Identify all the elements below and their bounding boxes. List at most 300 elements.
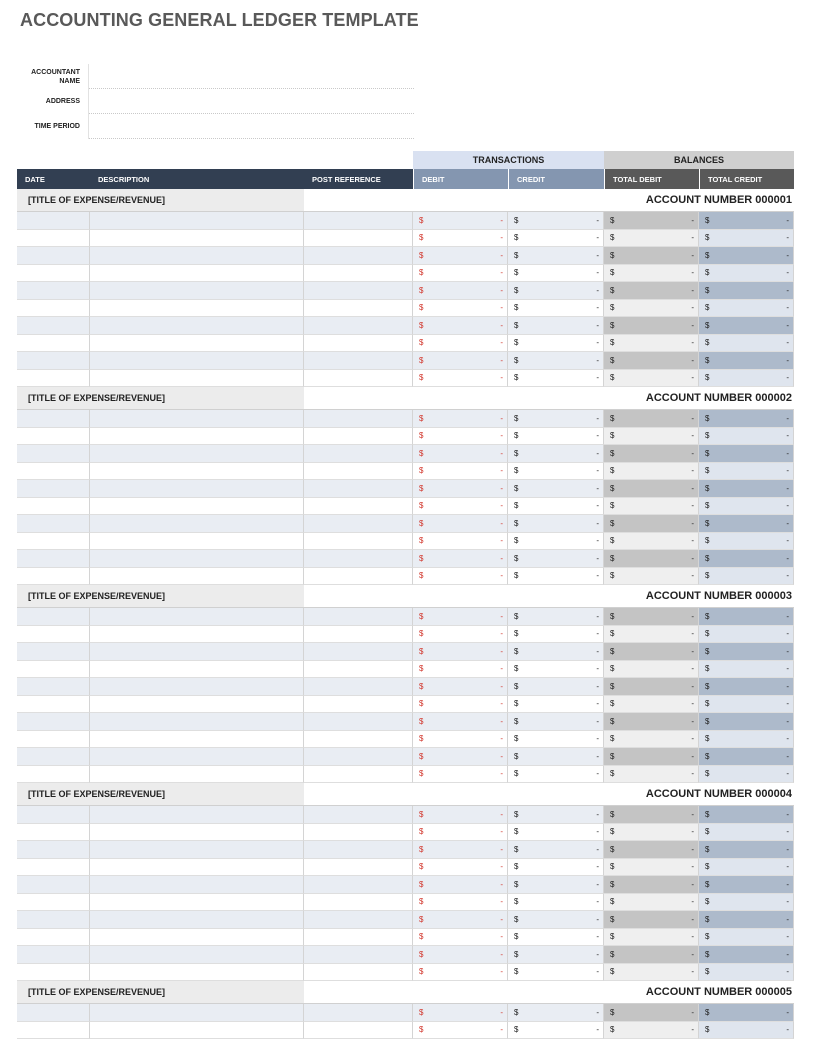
total-debit-cell[interactable] [604, 1022, 699, 1039]
date-cell[interactable] [17, 1022, 90, 1039]
description-cell[interactable] [90, 713, 304, 731]
date-cell[interactable] [17, 766, 90, 784]
total-debit-cell[interactable] [604, 300, 699, 318]
total-credit-cell[interactable] [699, 410, 794, 428]
date-cell[interactable] [17, 300, 90, 318]
description-cell[interactable] [90, 806, 304, 824]
post-reference-cell[interactable] [304, 626, 413, 644]
post-reference-cell[interactable] [304, 300, 413, 318]
section-title[interactable]: [TITLE OF EXPENSE/REVENUE] [17, 387, 304, 409]
date-cell[interactable] [17, 929, 90, 947]
credit-cell[interactable] [508, 335, 604, 353]
credit-cell[interactable] [508, 661, 604, 679]
total-debit-cell[interactable] [604, 247, 699, 265]
total-debit-cell[interactable] [604, 428, 699, 446]
post-reference-cell[interactable] [304, 766, 413, 784]
date-cell[interactable] [17, 370, 90, 388]
description-cell[interactable] [90, 498, 304, 516]
description-cell[interactable] [90, 568, 304, 586]
description-cell[interactable] [90, 678, 304, 696]
total-debit-cell[interactable] [604, 876, 699, 894]
total-credit-cell[interactable] [699, 859, 794, 877]
date-cell[interactable] [17, 410, 90, 428]
credit-cell[interactable] [508, 230, 604, 248]
section-title[interactable]: [TITLE OF EXPENSE/REVENUE] [17, 783, 304, 805]
total-credit-cell[interactable] [699, 230, 794, 248]
total-debit-cell[interactable] [604, 463, 699, 481]
credit-cell[interactable] [508, 964, 604, 982]
description-cell[interactable] [90, 212, 304, 230]
description-cell[interactable] [90, 824, 304, 842]
description-cell[interactable] [90, 1004, 304, 1022]
credit-cell[interactable] [508, 806, 604, 824]
total-credit-cell[interactable] [699, 212, 794, 230]
credit-cell[interactable] [508, 550, 604, 568]
post-reference-cell[interactable] [304, 533, 413, 551]
debit-cell[interactable] [413, 265, 508, 283]
date-cell[interactable] [17, 282, 90, 300]
total-credit-cell[interactable] [699, 282, 794, 300]
post-reference-cell[interactable] [304, 964, 413, 982]
date-cell[interactable] [17, 445, 90, 463]
total-credit-cell[interactable] [699, 713, 794, 731]
debit-cell[interactable] [413, 247, 508, 265]
post-reference-cell[interactable] [304, 713, 413, 731]
accountant-name-field[interactable] [89, 64, 414, 89]
debit-cell[interactable] [413, 661, 508, 679]
debit-cell[interactable] [413, 731, 508, 749]
description-cell[interactable] [90, 1022, 304, 1039]
date-cell[interactable] [17, 841, 90, 859]
debit-cell[interactable] [413, 533, 508, 551]
post-reference-cell[interactable] [304, 410, 413, 428]
debit-cell[interactable] [413, 282, 508, 300]
post-reference-cell[interactable] [304, 212, 413, 230]
date-cell[interactable] [17, 661, 90, 679]
total-credit-cell[interactable] [699, 428, 794, 446]
credit-cell[interactable] [508, 445, 604, 463]
debit-cell[interactable] [413, 230, 508, 248]
credit-cell[interactable] [508, 370, 604, 388]
credit-cell[interactable] [508, 876, 604, 894]
total-credit-cell[interactable] [699, 370, 794, 388]
debit-cell[interactable] [413, 841, 508, 859]
date-cell[interactable] [17, 533, 90, 551]
section-title[interactable]: [TITLE OF EXPENSE/REVENUE] [17, 585, 304, 607]
description-cell[interactable] [90, 352, 304, 370]
debit-cell[interactable] [413, 911, 508, 929]
description-cell[interactable] [90, 515, 304, 533]
credit-cell[interactable] [508, 731, 604, 749]
date-cell[interactable] [17, 713, 90, 731]
credit-cell[interactable] [508, 428, 604, 446]
post-reference-cell[interactable] [304, 643, 413, 661]
description-cell[interactable] [90, 463, 304, 481]
description-cell[interactable] [90, 533, 304, 551]
post-reference-cell[interactable] [304, 550, 413, 568]
credit-cell[interactable] [508, 643, 604, 661]
total-debit-cell[interactable] [604, 911, 699, 929]
total-credit-cell[interactable] [699, 766, 794, 784]
post-reference-cell[interactable] [304, 841, 413, 859]
date-cell[interactable] [17, 608, 90, 626]
description-cell[interactable] [90, 894, 304, 912]
debit-cell[interactable] [413, 568, 508, 586]
total-debit-cell[interactable] [604, 806, 699, 824]
total-credit-cell[interactable] [699, 515, 794, 533]
credit-cell[interactable] [508, 841, 604, 859]
total-credit-cell[interactable] [699, 748, 794, 766]
total-credit-cell[interactable] [699, 247, 794, 265]
description-cell[interactable] [90, 841, 304, 859]
post-reference-cell[interactable] [304, 876, 413, 894]
date-cell[interactable] [17, 748, 90, 766]
description-cell[interactable] [90, 410, 304, 428]
post-reference-cell[interactable] [304, 370, 413, 388]
description-cell[interactable] [90, 766, 304, 784]
credit-cell[interactable] [508, 696, 604, 714]
total-credit-cell[interactable] [699, 550, 794, 568]
total-debit-cell[interactable] [604, 859, 699, 877]
date-cell[interactable] [17, 428, 90, 446]
post-reference-cell[interactable] [304, 352, 413, 370]
debit-cell[interactable] [413, 713, 508, 731]
description-cell[interactable] [90, 929, 304, 947]
total-debit-cell[interactable] [604, 550, 699, 568]
description-cell[interactable] [90, 964, 304, 982]
description-cell[interactable] [90, 696, 304, 714]
total-debit-cell[interactable] [604, 731, 699, 749]
description-cell[interactable] [90, 608, 304, 626]
total-credit-cell[interactable] [699, 300, 794, 318]
total-credit-cell[interactable] [699, 533, 794, 551]
total-credit-cell[interactable] [699, 317, 794, 335]
post-reference-cell[interactable] [304, 696, 413, 714]
date-cell[interactable] [17, 568, 90, 586]
total-credit-cell[interactable] [699, 911, 794, 929]
post-reference-cell[interactable] [304, 428, 413, 446]
total-debit-cell[interactable] [604, 608, 699, 626]
date-cell[interactable] [17, 731, 90, 749]
debit-cell[interactable] [413, 806, 508, 824]
total-credit-cell[interactable] [699, 445, 794, 463]
post-reference-cell[interactable] [304, 282, 413, 300]
credit-cell[interactable] [508, 212, 604, 230]
credit-cell[interactable] [508, 1004, 604, 1022]
date-cell[interactable] [17, 550, 90, 568]
debit-cell[interactable] [413, 498, 508, 516]
total-credit-cell[interactable] [699, 964, 794, 982]
date-cell[interactable] [17, 247, 90, 265]
credit-cell[interactable] [508, 352, 604, 370]
description-cell[interactable] [90, 230, 304, 248]
total-credit-cell[interactable] [699, 696, 794, 714]
total-debit-cell[interactable] [604, 212, 699, 230]
date-cell[interactable] [17, 946, 90, 964]
post-reference-cell[interactable] [304, 568, 413, 586]
date-cell[interactable] [17, 876, 90, 894]
post-reference-cell[interactable] [304, 748, 413, 766]
total-credit-cell[interactable] [699, 876, 794, 894]
total-debit-cell[interactable] [604, 894, 699, 912]
total-credit-cell[interactable] [699, 946, 794, 964]
total-debit-cell[interactable] [604, 964, 699, 982]
total-credit-cell[interactable] [699, 806, 794, 824]
total-credit-cell[interactable] [699, 1004, 794, 1022]
description-cell[interactable] [90, 317, 304, 335]
credit-cell[interactable] [508, 498, 604, 516]
total-debit-cell[interactable] [604, 335, 699, 353]
date-cell[interactable] [17, 480, 90, 498]
total-credit-cell[interactable] [699, 568, 794, 586]
credit-cell[interactable] [508, 678, 604, 696]
credit-cell[interactable] [508, 282, 604, 300]
description-cell[interactable] [90, 661, 304, 679]
date-cell[interactable] [17, 806, 90, 824]
credit-cell[interactable] [508, 317, 604, 335]
total-credit-cell[interactable] [699, 480, 794, 498]
post-reference-cell[interactable] [304, 911, 413, 929]
total-debit-cell[interactable] [604, 696, 699, 714]
post-reference-cell[interactable] [304, 661, 413, 679]
date-cell[interactable] [17, 964, 90, 982]
description-cell[interactable] [90, 265, 304, 283]
credit-cell[interactable] [508, 300, 604, 318]
total-debit-cell[interactable] [604, 317, 699, 335]
debit-cell[interactable] [413, 212, 508, 230]
post-reference-cell[interactable] [304, 894, 413, 912]
debit-cell[interactable] [413, 894, 508, 912]
date-cell[interactable] [17, 212, 90, 230]
total-debit-cell[interactable] [604, 1004, 699, 1022]
debit-cell[interactable] [413, 1004, 508, 1022]
date-cell[interactable] [17, 643, 90, 661]
date-cell[interactable] [17, 463, 90, 481]
debit-cell[interactable] [413, 678, 508, 696]
debit-cell[interactable] [413, 445, 508, 463]
description-cell[interactable] [90, 911, 304, 929]
total-debit-cell[interactable] [604, 265, 699, 283]
debit-cell[interactable] [413, 480, 508, 498]
credit-cell[interactable] [508, 626, 604, 644]
debit-cell[interactable] [413, 335, 508, 353]
description-cell[interactable] [90, 643, 304, 661]
credit-cell[interactable] [508, 824, 604, 842]
total-debit-cell[interactable] [604, 533, 699, 551]
post-reference-cell[interactable] [304, 946, 413, 964]
total-credit-cell[interactable] [699, 608, 794, 626]
total-credit-cell[interactable] [699, 1022, 794, 1039]
description-cell[interactable] [90, 428, 304, 446]
description-cell[interactable] [90, 748, 304, 766]
date-cell[interactable] [17, 696, 90, 714]
date-cell[interactable] [17, 352, 90, 370]
post-reference-cell[interactable] [304, 929, 413, 947]
description-cell[interactable] [90, 445, 304, 463]
total-credit-cell[interactable] [699, 265, 794, 283]
date-cell[interactable] [17, 498, 90, 516]
date-cell[interactable] [17, 911, 90, 929]
debit-cell[interactable] [413, 1022, 508, 1039]
credit-cell[interactable] [508, 766, 604, 784]
total-credit-cell[interactable] [699, 731, 794, 749]
date-cell[interactable] [17, 678, 90, 696]
total-debit-cell[interactable] [604, 713, 699, 731]
debit-cell[interactable] [413, 824, 508, 842]
post-reference-cell[interactable] [304, 515, 413, 533]
date-cell[interactable] [17, 859, 90, 877]
total-debit-cell[interactable] [604, 370, 699, 388]
credit-cell[interactable] [508, 713, 604, 731]
date-cell[interactable] [17, 335, 90, 353]
credit-cell[interactable] [508, 748, 604, 766]
total-debit-cell[interactable] [604, 841, 699, 859]
post-reference-cell[interactable] [304, 1022, 413, 1039]
total-debit-cell[interactable] [604, 929, 699, 947]
total-debit-cell[interactable] [604, 626, 699, 644]
post-reference-cell[interactable] [304, 678, 413, 696]
total-debit-cell[interactable] [604, 352, 699, 370]
post-reference-cell[interactable] [304, 608, 413, 626]
date-cell[interactable] [17, 626, 90, 644]
description-cell[interactable] [90, 550, 304, 568]
credit-cell[interactable] [508, 247, 604, 265]
total-credit-cell[interactable] [699, 463, 794, 481]
total-debit-cell[interactable] [604, 766, 699, 784]
total-debit-cell[interactable] [604, 230, 699, 248]
total-credit-cell[interactable] [699, 626, 794, 644]
date-cell[interactable] [17, 894, 90, 912]
post-reference-cell[interactable] [304, 445, 413, 463]
credit-cell[interactable] [508, 859, 604, 877]
debit-cell[interactable] [413, 766, 508, 784]
credit-cell[interactable] [508, 515, 604, 533]
debit-cell[interactable] [413, 929, 508, 947]
total-debit-cell[interactable] [604, 643, 699, 661]
debit-cell[interactable] [413, 696, 508, 714]
post-reference-cell[interactable] [304, 859, 413, 877]
description-cell[interactable] [90, 731, 304, 749]
post-reference-cell[interactable] [304, 498, 413, 516]
description-cell[interactable] [90, 247, 304, 265]
total-credit-cell[interactable] [699, 643, 794, 661]
description-cell[interactable] [90, 480, 304, 498]
debit-cell[interactable] [413, 946, 508, 964]
total-credit-cell[interactable] [699, 678, 794, 696]
credit-cell[interactable] [508, 410, 604, 428]
total-credit-cell[interactable] [699, 498, 794, 516]
description-cell[interactable] [90, 335, 304, 353]
address-field[interactable] [89, 89, 414, 114]
debit-cell[interactable] [413, 643, 508, 661]
credit-cell[interactable] [508, 533, 604, 551]
debit-cell[interactable] [413, 352, 508, 370]
post-reference-cell[interactable] [304, 230, 413, 248]
debit-cell[interactable] [413, 550, 508, 568]
debit-cell[interactable] [413, 876, 508, 894]
post-reference-cell[interactable] [304, 335, 413, 353]
description-cell[interactable] [90, 626, 304, 644]
total-debit-cell[interactable] [604, 824, 699, 842]
total-credit-cell[interactable] [699, 352, 794, 370]
total-credit-cell[interactable] [699, 841, 794, 859]
post-reference-cell[interactable] [304, 806, 413, 824]
date-cell[interactable] [17, 265, 90, 283]
debit-cell[interactable] [413, 748, 508, 766]
credit-cell[interactable] [508, 568, 604, 586]
post-reference-cell[interactable] [304, 463, 413, 481]
section-title[interactable]: [TITLE OF EXPENSE/REVENUE] [17, 189, 304, 211]
post-reference-cell[interactable] [304, 480, 413, 498]
total-debit-cell[interactable] [604, 946, 699, 964]
total-debit-cell[interactable] [604, 480, 699, 498]
total-credit-cell[interactable] [699, 929, 794, 947]
post-reference-cell[interactable] [304, 317, 413, 335]
credit-cell[interactable] [508, 1022, 604, 1039]
credit-cell[interactable] [508, 265, 604, 283]
description-cell[interactable] [90, 876, 304, 894]
section-title[interactable]: [TITLE OF EXPENSE/REVENUE] [17, 981, 304, 1003]
debit-cell[interactable] [413, 410, 508, 428]
total-debit-cell[interactable] [604, 498, 699, 516]
debit-cell[interactable] [413, 859, 508, 877]
total-debit-cell[interactable] [604, 748, 699, 766]
total-debit-cell[interactable] [604, 282, 699, 300]
debit-cell[interactable] [413, 964, 508, 982]
total-credit-cell[interactable] [699, 335, 794, 353]
total-debit-cell[interactable] [604, 410, 699, 428]
date-cell[interactable] [17, 317, 90, 335]
post-reference-cell[interactable] [304, 1004, 413, 1022]
debit-cell[interactable] [413, 317, 508, 335]
debit-cell[interactable] [413, 300, 508, 318]
credit-cell[interactable] [508, 911, 604, 929]
total-debit-cell[interactable] [604, 568, 699, 586]
time-period-field[interactable] [89, 114, 414, 139]
total-debit-cell[interactable] [604, 678, 699, 696]
date-cell[interactable] [17, 515, 90, 533]
post-reference-cell[interactable] [304, 731, 413, 749]
date-cell[interactable] [17, 230, 90, 248]
debit-cell[interactable] [413, 515, 508, 533]
total-debit-cell[interactable] [604, 661, 699, 679]
debit-cell[interactable] [413, 608, 508, 626]
debit-cell[interactable] [413, 463, 508, 481]
credit-cell[interactable] [508, 894, 604, 912]
credit-cell[interactable] [508, 929, 604, 947]
total-credit-cell[interactable] [699, 824, 794, 842]
total-debit-cell[interactable] [604, 515, 699, 533]
post-reference-cell[interactable] [304, 247, 413, 265]
post-reference-cell[interactable] [304, 265, 413, 283]
debit-cell[interactable] [413, 370, 508, 388]
description-cell[interactable] [90, 370, 304, 388]
date-cell[interactable] [17, 1004, 90, 1022]
debit-cell[interactable] [413, 428, 508, 446]
date-cell[interactable] [17, 824, 90, 842]
description-cell[interactable] [90, 300, 304, 318]
total-credit-cell[interactable] [699, 894, 794, 912]
description-cell[interactable] [90, 946, 304, 964]
description-cell[interactable] [90, 282, 304, 300]
credit-cell[interactable] [508, 608, 604, 626]
debit-cell[interactable] [413, 626, 508, 644]
credit-cell[interactable] [508, 946, 604, 964]
post-reference-cell[interactable] [304, 824, 413, 842]
credit-cell[interactable] [508, 480, 604, 498]
total-debit-cell[interactable] [604, 445, 699, 463]
credit-cell[interactable] [508, 463, 604, 481]
